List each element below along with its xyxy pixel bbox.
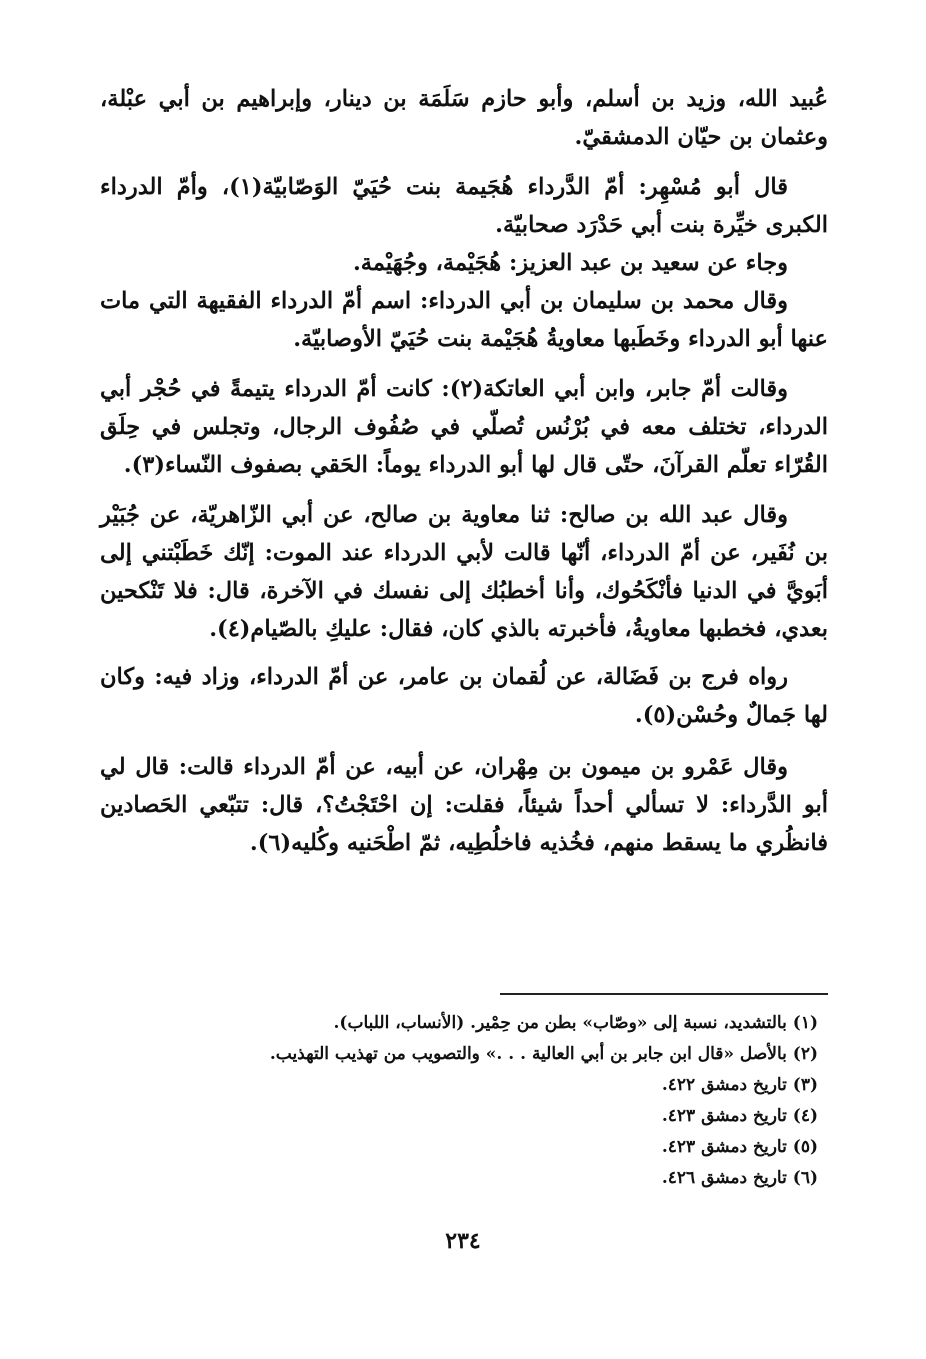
paragraph: وجاء عن سعيد بن عبد العزيز: هُجَيْمة، وجُهَيْمة. (352, 250, 788, 276)
footnote-divider (500, 993, 828, 995)
paragraph: وقال عَمْرو بن ميمون بن مِهْران، عن أبيه، عن أمّ الدرداء قالت: قال لي أبو الدَّرداء: لا تسألي أحداً شيئاً، فقلت: إن احْتَجْتُ؟، قال: تتبّعي الحَصادين فانظُري ما يسقط منهم، فخُذيه فاخلُطِيه، ثمّ اطْحَنيه وكُليه(٦). (100, 754, 828, 856)
page-number: ٢٣٤ (445, 1228, 481, 1254)
paragraph: وقال محمد بن سليمان بن أبي الدرداء: اسم أمّ الدرداء الفقيهة التي مات عنها أبو الدرداء وخَطَبها معاويةُ هُجَيْمة بنت حُيَيّ الأوصابيّة. (100, 288, 828, 352)
footnote: (٢) بالأصل «قال ابن جابر بن أبي العالية . . .» والتصويب من تهذيب التهذيب. (269, 1044, 818, 1064)
footnote: (٥) تاريخ دمشق ٤٢٣. (661, 1137, 818, 1157)
footnotes (100, 1008, 818, 1194)
footnote: (٣) تاريخ دمشق ٤٢٢. (661, 1075, 818, 1095)
paragraph: وقال عبد الله بن صالح: ثنا معاوية بن صالح، عن أبي الزّاهريّة، عن جُبَيْر بن نُفَير، عن أمّ الدرداء، أنّها قالت لأبي الدرداء عند الموت: إنّك خَطَبْتني إلى أبَويَّ في الدنيا فأنْكَحُوك، وأنا أخطبُك إلى نفسك في الآخرة، قال: فلا تَنْكحين بعدي، فخطبها معاويةُ، فأخبرته بالذي كان، فقال: عليكِ بالصّيام(٤). (100, 502, 828, 642)
main-text (100, 80, 828, 862)
footnote: (١) بالتشديد، نسبة إلى «وصّاب» بطن من حِمْير. (الأنساب، اللباب). (333, 1013, 818, 1033)
paragraph: رواه فرج بن فَضَالة، عن لُقمان بن عامر، عن أمّ الدرداء، وزاد فيه: وكان لها جَمالٌ وحُسْن(٥). (100, 664, 828, 728)
paragraph: وقالت أمّ جابر، وابن أبي العاتكة(٢): كانت أمّ الدرداء يتيمةً في حُجْر أبي الدرداء، تختلف معه في بُرْنُس تُصلّي في صُفُوف الرجال، وتجلس في حِلَق القُرّاء تعلّم القرآنَ، حتّى قال لها أبو الدرداء يوماً: الحَقي بصفوف النّساء(٣). (100, 376, 828, 478)
footnote: (٤) تاريخ دمشق ٤٢٣. (661, 1106, 818, 1126)
footnote: (٦) تاريخ دمشق ٤٢٦. (661, 1168, 818, 1188)
paragraph: قال أبو مُسْهِر: أمّ الدَّرداء هُجَيمة بنت حُيَيّ الوَصّابيّة(١)، وأمّ الدرداء الكبرى خيِّرة بنت أبي حَدْرَد صحابيّة. (100, 174, 828, 238)
paragraph: عُبيد الله، وزيد بن أسلم، وأبو حازم سَلَمَة بن دينار، وإبراهيم بن أبي عبْلة، وعثمان بن حيّان الدمشقيّ. (100, 86, 828, 150)
